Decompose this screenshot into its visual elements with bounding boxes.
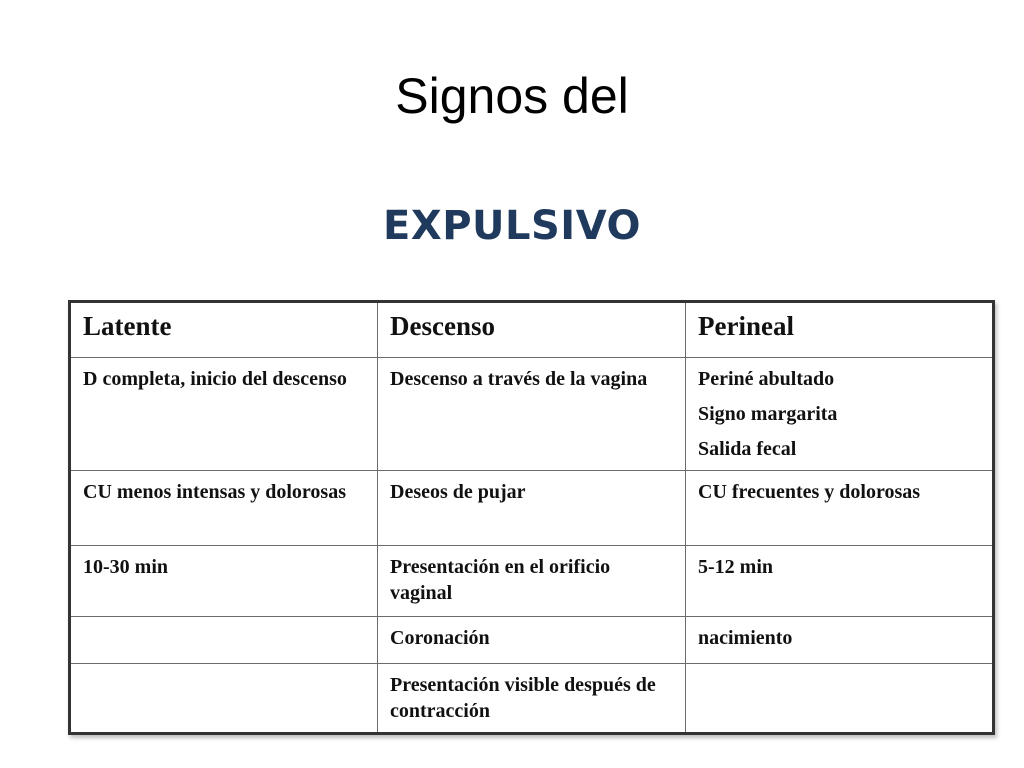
cell-descenso: Deseos de pujar	[378, 471, 686, 546]
table-row	[70, 664, 994, 734]
table-row	[70, 358, 994, 471]
table-row	[70, 546, 994, 617]
table-row	[70, 617, 994, 664]
cell-latente: D completa, inicio del descenso	[70, 358, 378, 471]
cell-perineal	[686, 358, 994, 471]
cell-perineal-line: Salida fecal	[698, 438, 797, 460]
table-container	[68, 300, 992, 735]
header-descenso: Descenso	[378, 302, 686, 358]
expulsivo-table	[68, 300, 995, 735]
cell-perineal-line: Signo margarita	[698, 403, 838, 425]
cell-latente	[70, 664, 378, 734]
header-latente: Latente	[70, 302, 378, 358]
slide-subtitle: EXPULSIVO	[383, 203, 641, 249]
cell-descenso: Presentación visible después de contracción	[378, 664, 686, 734]
cell-descenso: Descenso a través de la vagina	[378, 358, 686, 471]
cell-latente: CU menos intensas y dolorosas	[70, 471, 378, 546]
cell-perineal: CU frecuentes y dolorosas	[686, 471, 994, 546]
cell-perineal: 5-12 min	[686, 546, 994, 617]
cell-perineal	[686, 664, 994, 734]
table-row	[70, 471, 994, 546]
slide-title: Signos del	[395, 68, 629, 124]
header-perineal: Perineal	[686, 302, 994, 358]
cell-perineal: nacimiento	[686, 617, 994, 664]
cell-descenso: Coronación	[378, 617, 686, 664]
cell-descenso: Presentación en el orificio vaginal	[378, 546, 686, 617]
cell-latente	[70, 617, 378, 664]
table-header-row	[70, 302, 994, 358]
cell-perineal-line: Periné abultado	[698, 368, 835, 390]
cell-latente: 10-30 min	[70, 546, 378, 617]
